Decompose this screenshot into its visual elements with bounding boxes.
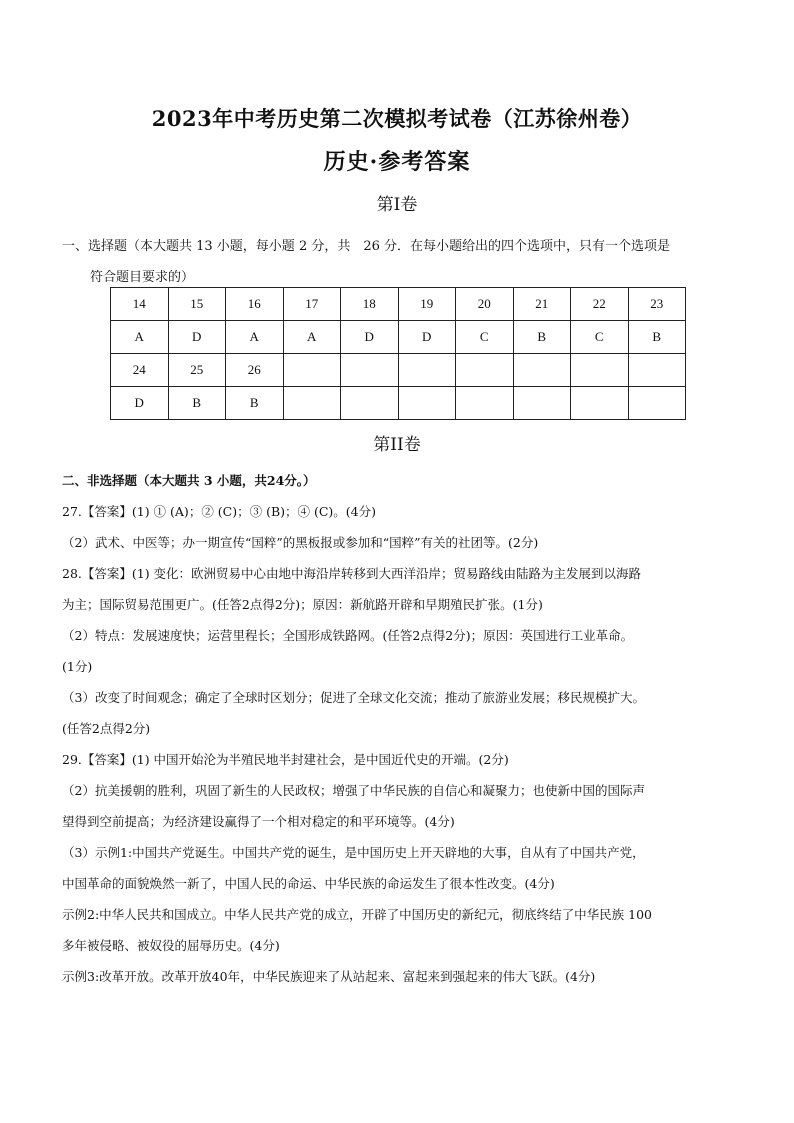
answer-table-cell — [513, 387, 571, 420]
answer-table-cell: C — [571, 321, 629, 354]
answer-table-cell — [456, 354, 514, 387]
answer-table-cell: 17 — [283, 288, 341, 321]
answer-table-cell: 23 — [628, 288, 686, 321]
nonchoice-section-heading: 二、非选择题（本大题共 3 小题，共24分。） — [62, 473, 316, 488]
answer-table-row — [111, 354, 686, 387]
part-one-heading: 第Ⅰ卷 — [376, 195, 418, 215]
answer-line: 29.【答案】(1) 中国开始沦为半殖民地半封建社会，是中国近代史的开端。(2分) — [62, 752, 509, 767]
answer-table-cell: 14 — [111, 288, 169, 321]
answer-table-cell: 15 — [168, 288, 226, 321]
answer-line: （3）示例1:中国共产党诞生。中国共产党的诞生，是中国历史上开天辟地的大事，自从有了中国共产党， — [62, 845, 645, 860]
answer-table-cell: A — [111, 321, 169, 354]
answer-table-cell — [398, 387, 456, 420]
answer-line: （2）抗美援朝的胜利，巩固了新生的人民政权；增强了中华民族的自信心和凝聚力；也使新中国的国际声 — [62, 783, 645, 798]
answer-table-cell — [283, 387, 341, 420]
part-two-heading: 第II卷 — [373, 435, 421, 455]
answer-line: 28.【答案】(1) 变化：欧洲贸易中心由地中海沿岸转移到大西洋沿岸；贸易路线由陆路为主发展到以海路 — [62, 566, 642, 581]
answer-table-row — [111, 288, 686, 321]
choice-section-line-1: 一、选择题（本大题共 13 小题，每小题 2 分，共 26 分．在每小题给出的四个选项中，只有一个选项是 — [62, 239, 671, 254]
answer-line: 27.【答案】(1) ① (A)；② (C)；③ (B)；④ (C)。(4分) — [62, 504, 377, 519]
answer-table-cell: B — [513, 321, 571, 354]
answer-line: 示例3:改革开放。改革开放40年，中华民族迎来了从站起来、富起来到强起来的伟大飞跃。(4分) — [62, 969, 596, 984]
answer-table-cell: 21 — [513, 288, 571, 321]
answer-table-cell: 18 — [341, 288, 399, 321]
answer-table-cell: 24 — [111, 354, 169, 387]
answer-line: 为主；国际贸易范围更广。(任答2点得2分)；原因：新航路开辟和早期殖民扩张。(1分) — [62, 597, 543, 612]
answer-table-cell — [571, 354, 629, 387]
answer-table-cell: B — [226, 387, 284, 420]
answer-table-cell: 19 — [398, 288, 456, 321]
answer-table-cell — [513, 354, 571, 387]
answer-table-cell: D — [398, 321, 456, 354]
answer-line: (1分) — [62, 659, 93, 674]
answer-line: 多年被侵略、被奴役的屈辱历史。(4分) — [62, 938, 280, 953]
choice-section-line-2: 符合题目要求的） — [90, 270, 195, 285]
answer-table-cell — [571, 387, 629, 420]
nonchoice-section — [62, 465, 737, 992]
answer-line: 中国革命的面貌焕然一新了，中国人民的命运、中华民族的命运发生了很本性改变。(4分) — [62, 876, 555, 891]
answer-line: (任答2点得2分) — [62, 721, 151, 736]
answer-table-cell — [341, 354, 399, 387]
choice-section-heading — [62, 231, 737, 293]
answer-table-row — [111, 321, 686, 354]
answer-table-cell: 16 — [226, 288, 284, 321]
answer-table-cell — [628, 387, 686, 420]
answer-table — [110, 287, 686, 420]
answer-table-cell: D — [168, 321, 226, 354]
answer-table-cell: 26 — [226, 354, 284, 387]
answer-line: （3）改变了时间观念；确定了全球时区划分；促进了全球文化交流；推动了旅游业发展；移民规模扩大。 — [62, 690, 645, 705]
answer-table-cell: B — [168, 387, 226, 420]
answer-table-cell — [628, 354, 686, 387]
answer-table-cell: 22 — [571, 288, 629, 321]
answer-line: （2）特点：发展速度快；运营里程长；全国形成铁路网。(任答2点得2分)；原因：英国进行工业革命。 — [62, 628, 634, 643]
answer-table-cell — [456, 387, 514, 420]
page-subtitle: 历史·参考答案 — [323, 149, 471, 175]
answer-table-cell: A — [226, 321, 284, 354]
answer-table-row — [111, 387, 686, 420]
answer-table-cell: 20 — [456, 288, 514, 321]
answer-table-cell — [341, 387, 399, 420]
answer-table-cell: D — [341, 321, 399, 354]
answer-table-cell: D — [111, 387, 169, 420]
answer-line: 示例2:中华人民共和国成立。中华人民共产党的成立，开辟了中国历史的新纪元，彻底终结了中华民族 100 — [62, 907, 652, 922]
answer-table-cell: A — [283, 321, 341, 354]
page-title: 2023年中考历史第二次模拟考试卷（江苏徐州卷） — [151, 106, 643, 131]
answer-table-cell — [283, 354, 341, 387]
answer-line: （2）武术、中医等；办一期宣传“国粹”的黑板报或参加和“国粹”有关的社团等。(2分) — [62, 535, 539, 550]
answer-line: 望得到空前提高；为经济建设赢得了一个相对稳定的和平环境等。(4分) — [62, 814, 455, 829]
answer-table-cell: C — [456, 321, 514, 354]
answer-table-cell: B — [628, 321, 686, 354]
answer-table-cell — [398, 354, 456, 387]
answer-table-cell: 25 — [168, 354, 226, 387]
